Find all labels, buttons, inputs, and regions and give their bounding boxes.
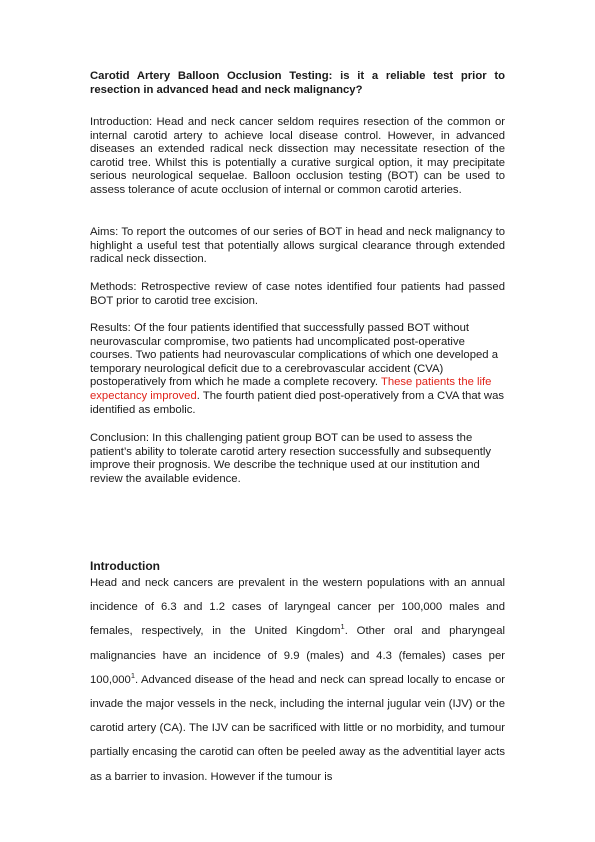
abstract-results-text (90, 322, 505, 417)
results-text-part1: Results: Of the four patients identified that successfully passed BOT without neurovascular compromise, two patients had uncomplicated post-operative courses. Two patients had neurovascular complications of which one developed a temporary neurological deficit due to a cerebrovascular accident (CVA) postoperatively from which he made a complete recovery. (90, 322, 498, 389)
results-text-part2: . The fourth patient died post-operatively from a CVA that was identified as embolic. (90, 389, 505, 416)
abstract-conclusion-text: Conclusion: In this challenging patient group BOT can be used to assess the patient’s ability to tolerate carotid artery resection successfully and subsequently improve their prognosis. We describe the technique used at our institution and review the available evidence. (90, 432, 492, 485)
introduction-paragraph (90, 571, 505, 789)
abstract-methods (90, 281, 505, 308)
abstract-results (90, 322, 505, 417)
reference-marker: 1 (340, 622, 345, 632)
abstract-introduction-text: Introduction: Head and neck cancer seldom requires resection of the common or internal carotid artery to achieve local disease control. However, in advanced diseases an extended radical neck dissection may necessitate resection of the carotid tree. Whilst this is potentially a curative surgical option, it may precipitate serious neurological sequelae. Balloon occlusion testing (BOT) can be used to assess tolerance of acute occlusion of internal or common carotid arteries. (90, 116, 505, 196)
abstract-conclusion (90, 432, 505, 486)
intro-text-c: . Advanced disease of the head and neck can spread locally to encase or invade the major vessels in the neck, including the internal jugular vein (IJV) or the carotid artery (CA). The IJV can be sacrificed with little or no morbidity, and tumour partially encasing the carotid can often be peeled away as the adventitial layer acts as a barrier to invasion. However if the tumour is (90, 673, 505, 783)
paper-title-block (90, 70, 505, 97)
intro-text-a: Head and neck cancers are prevalent in the western populations with an annual incidence of 6.3 and 1.2 cases of laryngeal cancer per 100,000 males and females, respectively, in the United Kingdom (90, 577, 505, 638)
abstract-aims-text: Aims: To report the outcomes of our series of BOT in head and neck malignancy to highlight a useful test that potentially allows surgical clearance through extended radical neck dissection. (90, 226, 505, 266)
abstract-methods-text: Methods: Retrospective review of case notes identified four patients had passed BOT prior to carotid tree excision. (90, 281, 505, 307)
abstract-introduction (90, 116, 505, 198)
paper-title: Carotid Artery Balloon Occlusion Testing: is it a reliable test prior to resection in advanced head and neck malignancy? (90, 70, 505, 96)
abstract-aims (90, 226, 505, 267)
introduction-section (90, 559, 505, 789)
intro-text-b: . Other oral and pharyngeal malignancies have an incidence of 9.9 (males) and 4.3 (females) cases per 100,000 (90, 625, 505, 686)
reference-marker: 1 (130, 671, 136, 681)
section-heading: Introduction (90, 559, 160, 573)
results-highlight: These patients the life expectancy improved (90, 376, 492, 402)
